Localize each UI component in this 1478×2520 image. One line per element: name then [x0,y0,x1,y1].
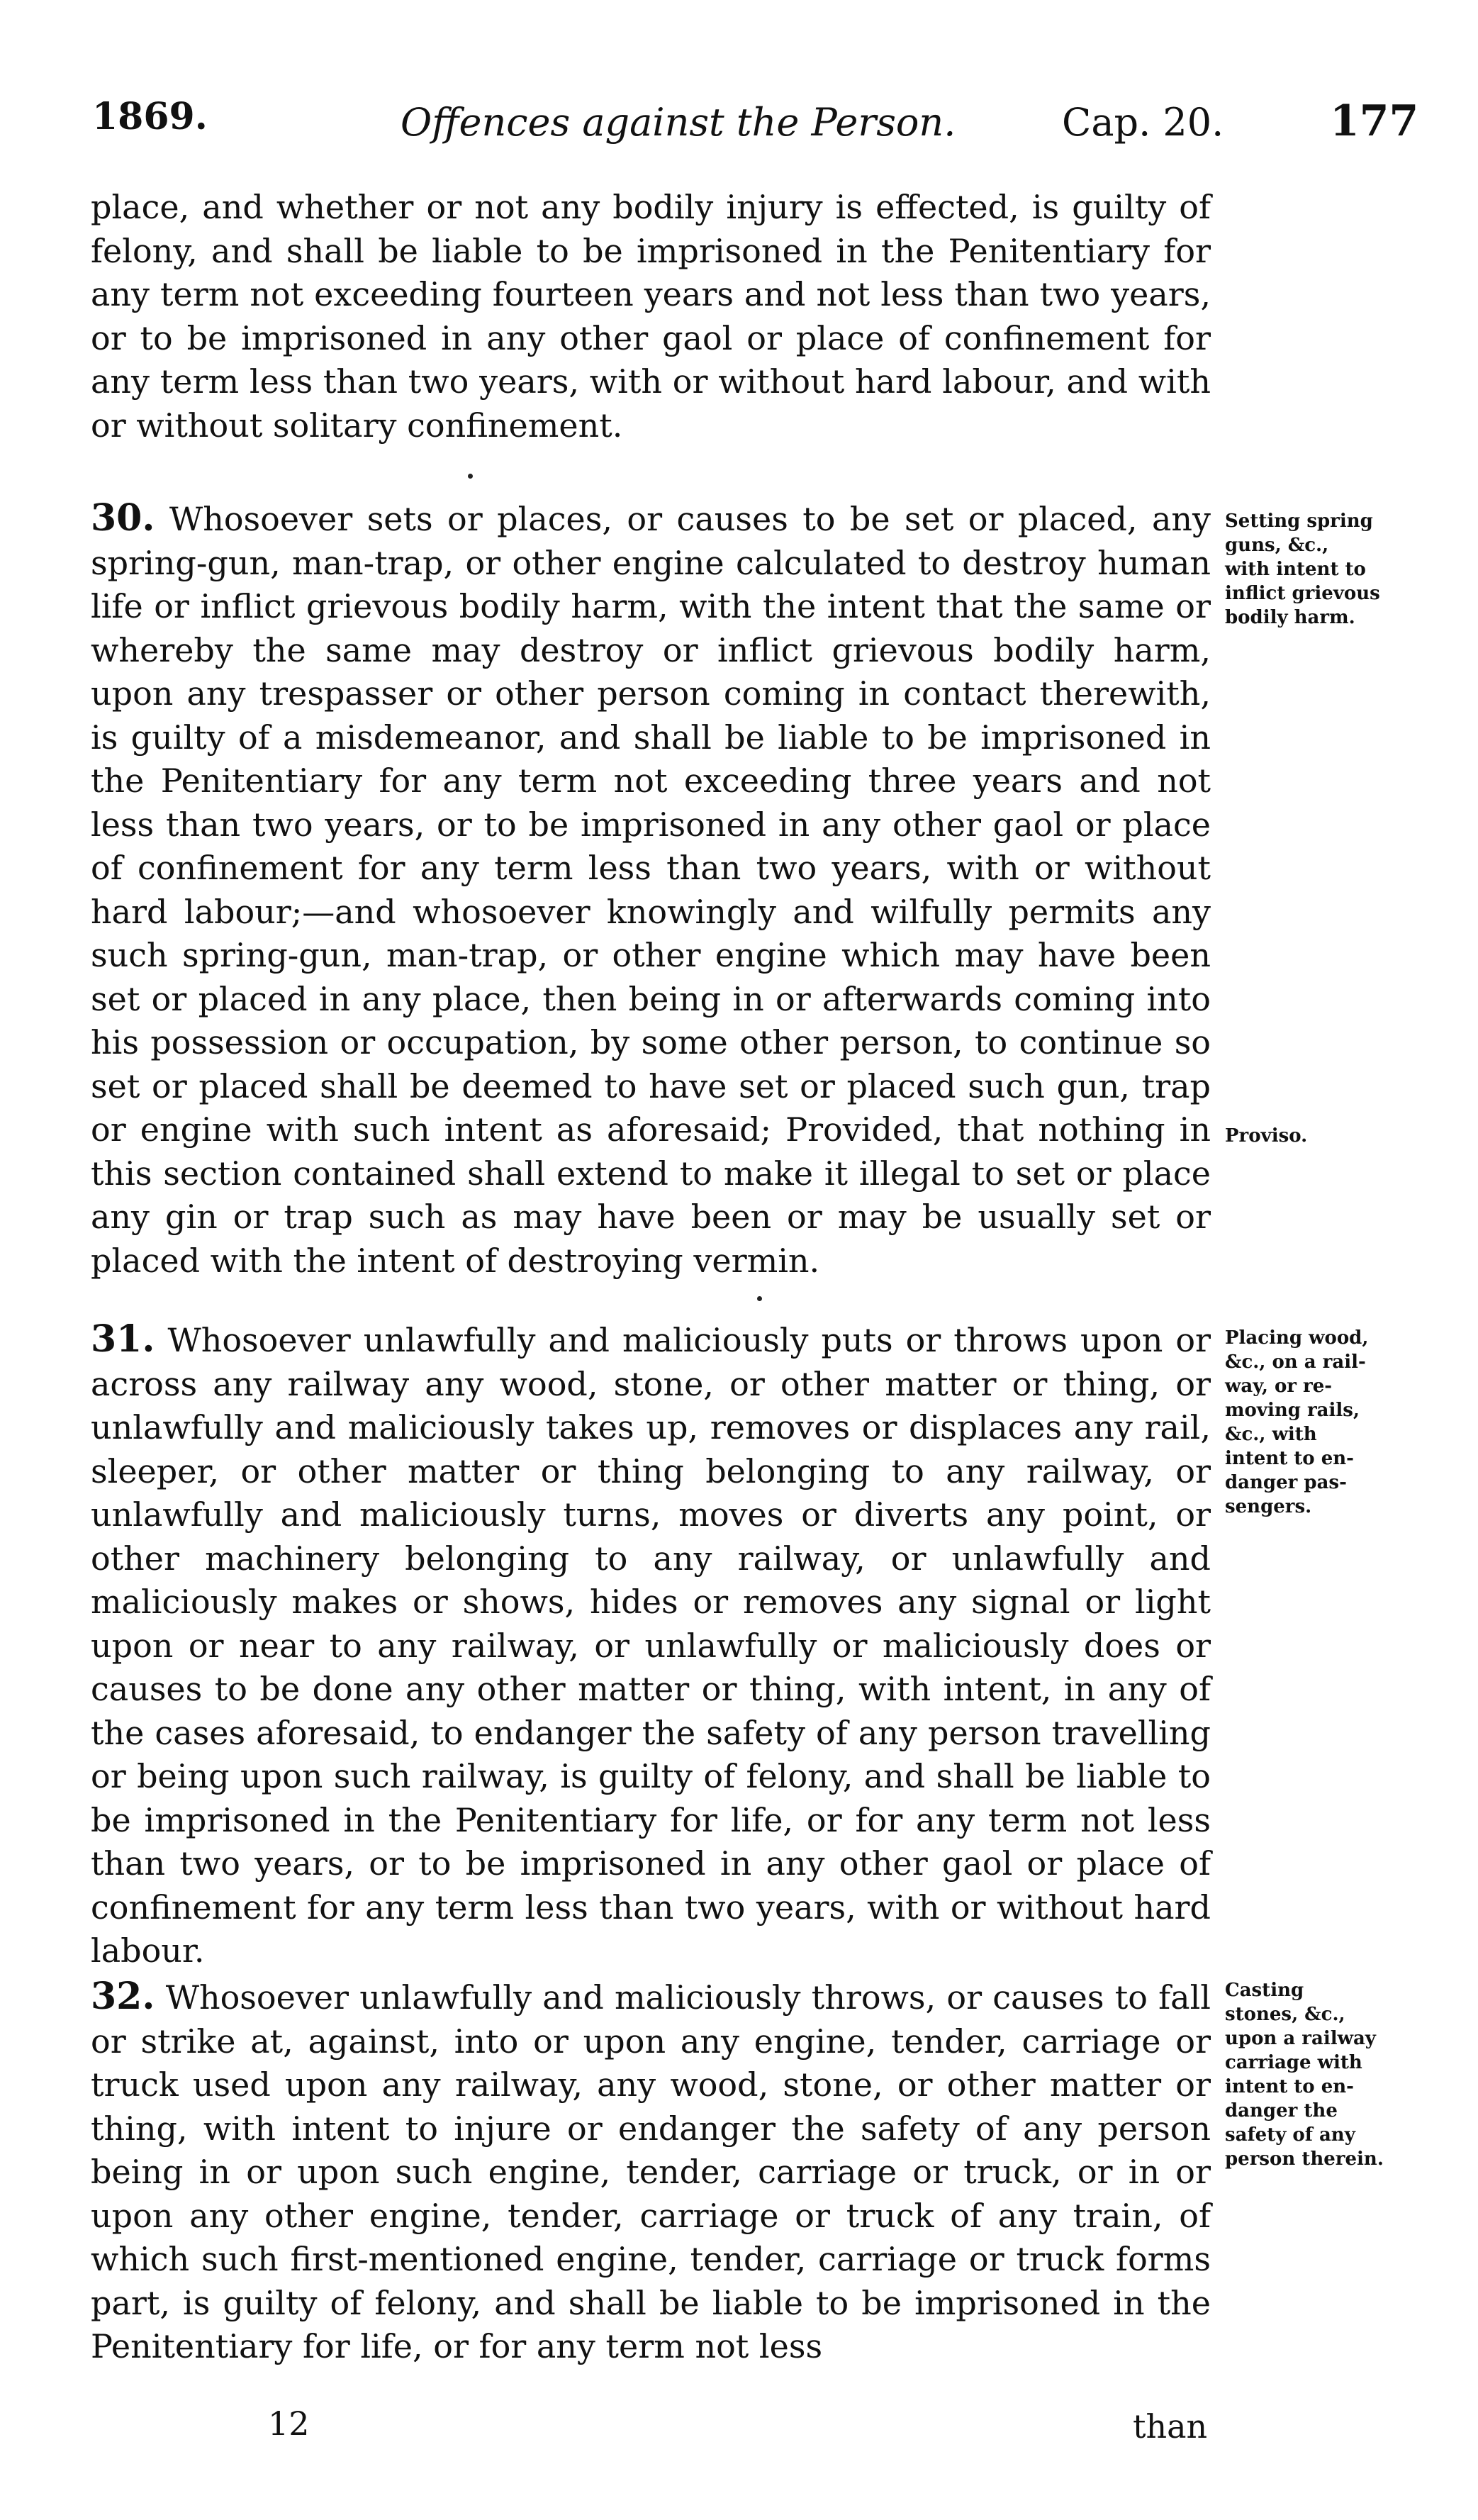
running-head-year: 1869. [92,95,208,138]
section-32 [91,1975,1211,2369]
printer-mark [468,474,473,479]
section-number: 30. [91,496,155,540]
margin-note-casting-stones: Casting stones, &c., upon a railway carriage with intent to en- danger the safety of any person therein. [1225,1980,1384,2170]
printer-mark [757,1296,762,1301]
signature-mark: 12 [268,2404,310,2443]
section-30 [91,496,1211,1283]
running-head-title: Offences against the Person. [401,100,956,145]
section-text: Whosoever unlawfully and maliciously puts or throws upon or across any railway any wood, stone, or other matter or thing, or unlawfully and maliciously takes up, removes or displaces any rail, sleeper, or other matter or thing belonging to any railway, or unlawfully and maliciously turns, moves or diverts any point, or other machinery belonging to any railway, or unlawfully and maliciously makes or shows, hides or removes any signal or light upon or near to any railway, or unlawfully or maliciously does or causes to be done any other matter or thing, with intent, in any of the cases aforesaid, to endanger the safety of any person travelling or being upon such railway, is guilty of felony, and shall be liable to be imprisoned in the Penitentiary for life, or for any term not less than two years, or to be imprisoned in any other gaol or place of confinement for any term less than two years, with or without hard labour. [91,1321,1211,1970]
margin-note-spring-guns: Setting spring guns, &c., with intent to inflict grievous bodily harm. [1225,511,1380,628]
section-number: 31. [91,1317,155,1361]
paragraph-continued [91,186,1211,447]
section-31 [91,1317,1211,1973]
section-number: 32. [91,1975,155,2018]
catchword: than [1133,2407,1208,2446]
page-number: 177 [1330,96,1419,146]
margin-note-placing-wood: Placing wood, &c., on a rail- way, or re- moving rails, &c., with intent to en- danger pas- sengers. [1225,1327,1369,1517]
section-text: Whosoever unlawfully and maliciously throws, or causes to fall or strike at, against, into or upon any engine, tender, carriage or truck used upon any railway, any wood, stone, or other matter or thing, with intent to injure or endanger the safety of any person being in or upon such engine, tender, carriage or truck, or in or upon any other engine, tender, carriage or truck of any train, of which such first-mentioned engine, tender, carriage or truck forms part, is guilty of felony, and shall be liable to be imprisoned in the Penitentiary for life, or for any term not less [91,1978,1211,2365]
paragraph-text: place, and whether or not any bodily injury is effected, is guilty of felony, and shall be liable to be imprisoned in the Penitentiary for any term not exceeding fourteen years and not less than two years, or to be imprisoned in any other gaol or place of confinement for any term less than two years, with or without hard labour, and with or without solitary confinement. [91,188,1211,445]
margin-note-proviso: Proviso. [1225,1125,1308,1147]
running-head-chapter: Cap. 20. [1062,100,1224,145]
section-text: Whosoever sets or places, or causes to be set or placed, any spring-gun, man-trap, or other engine calculated to destroy human life or inflict grievous bodily harm, with the intent that the same or whereby the same may destroy or inflict grievous bodily harm, upon any trespasser or other person coming in contact therewith, is guilty of a misdemeanor, and shall be liable to be imprisoned in the Penitentiary for any term not exceeding three years and not less than two years, or to be imprisoned in any other gaol or place of confinement for any term less than two years, with or without hard labour;—and whosoever knowingly and wilfully permits any such spring-gun, man-trap, or other engine which may have been set or placed in any place, then being in or afterwards coming into his possession or occupation, by some other person, to continue so set or placed shall be deemed to have set or placed such gun, trap or engine with such intent as aforesaid; Provided, that nothing in this section contained shall extend to make it illegal to set or place any gin or trap such as may have been or may be usually set or placed with the intent of destroying vermin. [91,500,1211,1280]
